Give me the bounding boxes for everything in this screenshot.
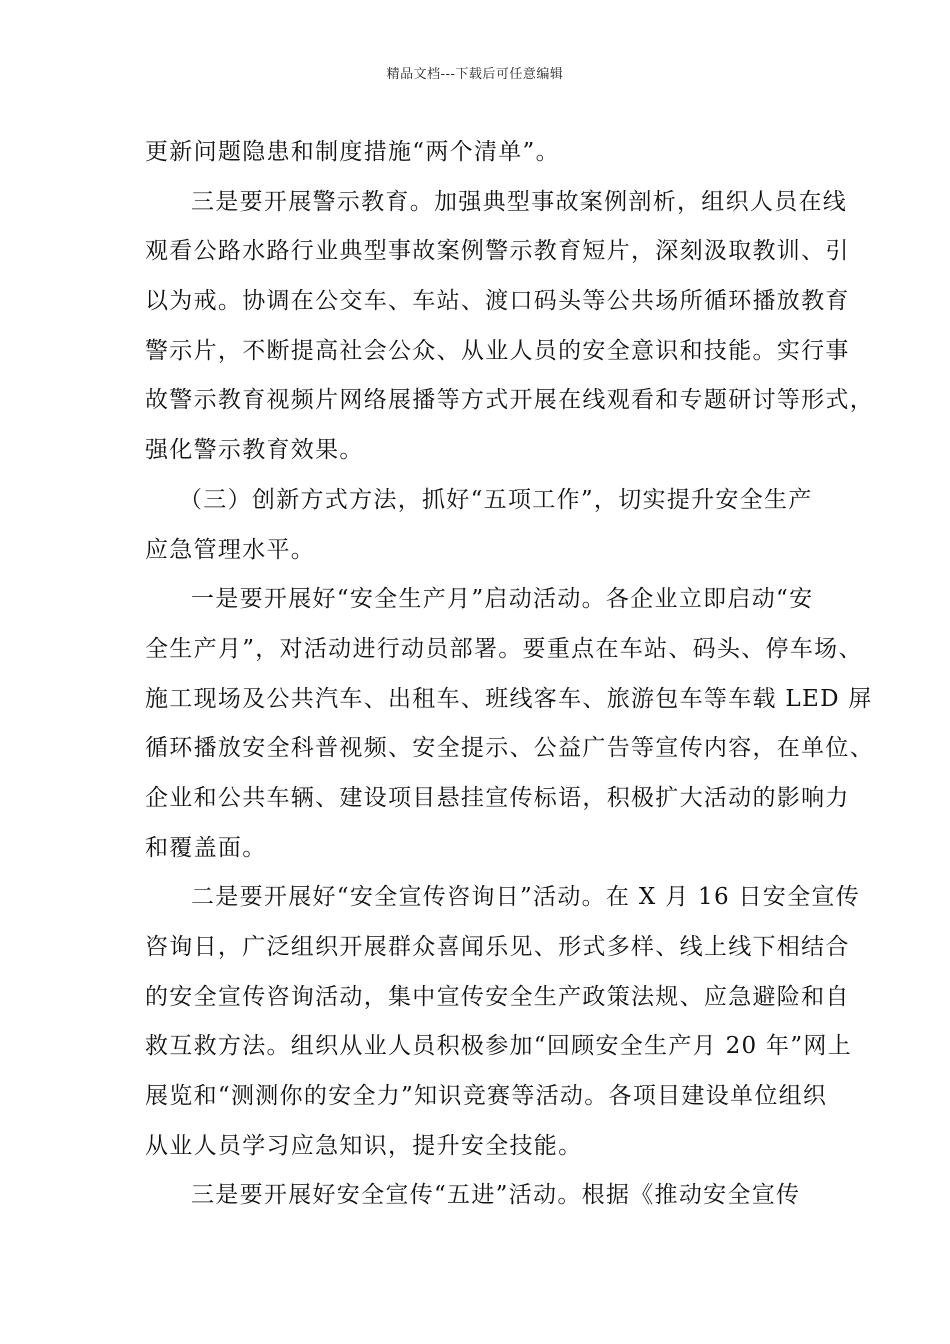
paragraph-first-line: 一是要开展好“安全生产月”启动活动。各企业立即启动“安 <box>191 586 814 613</box>
text-line: 以为戒。协调在公交车、车站、渡口码头等公共场所循环播放教育 <box>145 288 850 315</box>
text-line: 从业人员学习应急知识，提升安全技能。 <box>145 1132 583 1159</box>
text-line: 救互救方法。组织从业人员积极参加“回顾安全生产月 20 年”网上 <box>145 1033 853 1060</box>
paragraph-first-line: 二是要开展好“安全宣传咨询日”活动。在 X 月 16 日安全宣传 <box>191 884 861 911</box>
text-line: 咨询日，广泛组织开展群众喜闻乐见、形式多样、线上线下相结合 <box>145 934 850 960</box>
text-line: 循环播放安全科普视频、安全提示、公益广告等宣传内容，在单位、 <box>145 735 874 762</box>
text-line: 展览和“测测你的安全力”知识竞赛等活动。各项目建设单位组织 <box>145 1083 828 1110</box>
paragraph-first-line: 三是要开展警示教育。加强典型事故案例剖析，组织人员在线 <box>191 188 848 215</box>
text-line: 和覆盖面。 <box>145 834 267 861</box>
text-line: 的安全宣传咨询活动，集中宣传安全生产政策法规、应急避险和自 <box>145 983 850 1010</box>
text-line: 全生产月”，对活动进行动员部署。要重点在车站、码头、停车场、 <box>145 635 863 662</box>
document-body <box>145 128 874 1221</box>
text-line: 故警示教育视频片网络展播等方式开展在线观看和专题研讨等形式， <box>145 387 874 414</box>
text-line: 观看公路水路行业典型事故案例警示教育短片，深刻汲取教训、引 <box>145 238 850 265</box>
text-line: 企业和公共车辆、建设项目悬挂宣传标语，积极扩大活动的影响力 <box>145 784 850 811</box>
section-heading-continued: 应急管理水平。 <box>145 536 316 563</box>
text-line: 施工现场及公共汽车、出租车、班线客车、旅游包车等车载 LED 屏 <box>145 685 873 712</box>
page-header: 精品文档---下载后可任意编辑 <box>386 67 564 82</box>
text-line: 强化警示教育效果。 <box>145 437 364 464</box>
section-heading: （三）创新方式方法，抓好“五项工作”，切实提升安全生产 <box>179 486 813 513</box>
text-line: 更新问题隐患和制度措施“两个清单”。 <box>145 139 560 165</box>
text-line: 警示片，不断提高社会公众、从业人员的安全意识和技能。实行事 <box>145 337 850 364</box>
paragraph-first-line: 三是要开展好安全宣传“五进”活动。根据《推动安全宣传 <box>191 1182 801 1209</box>
